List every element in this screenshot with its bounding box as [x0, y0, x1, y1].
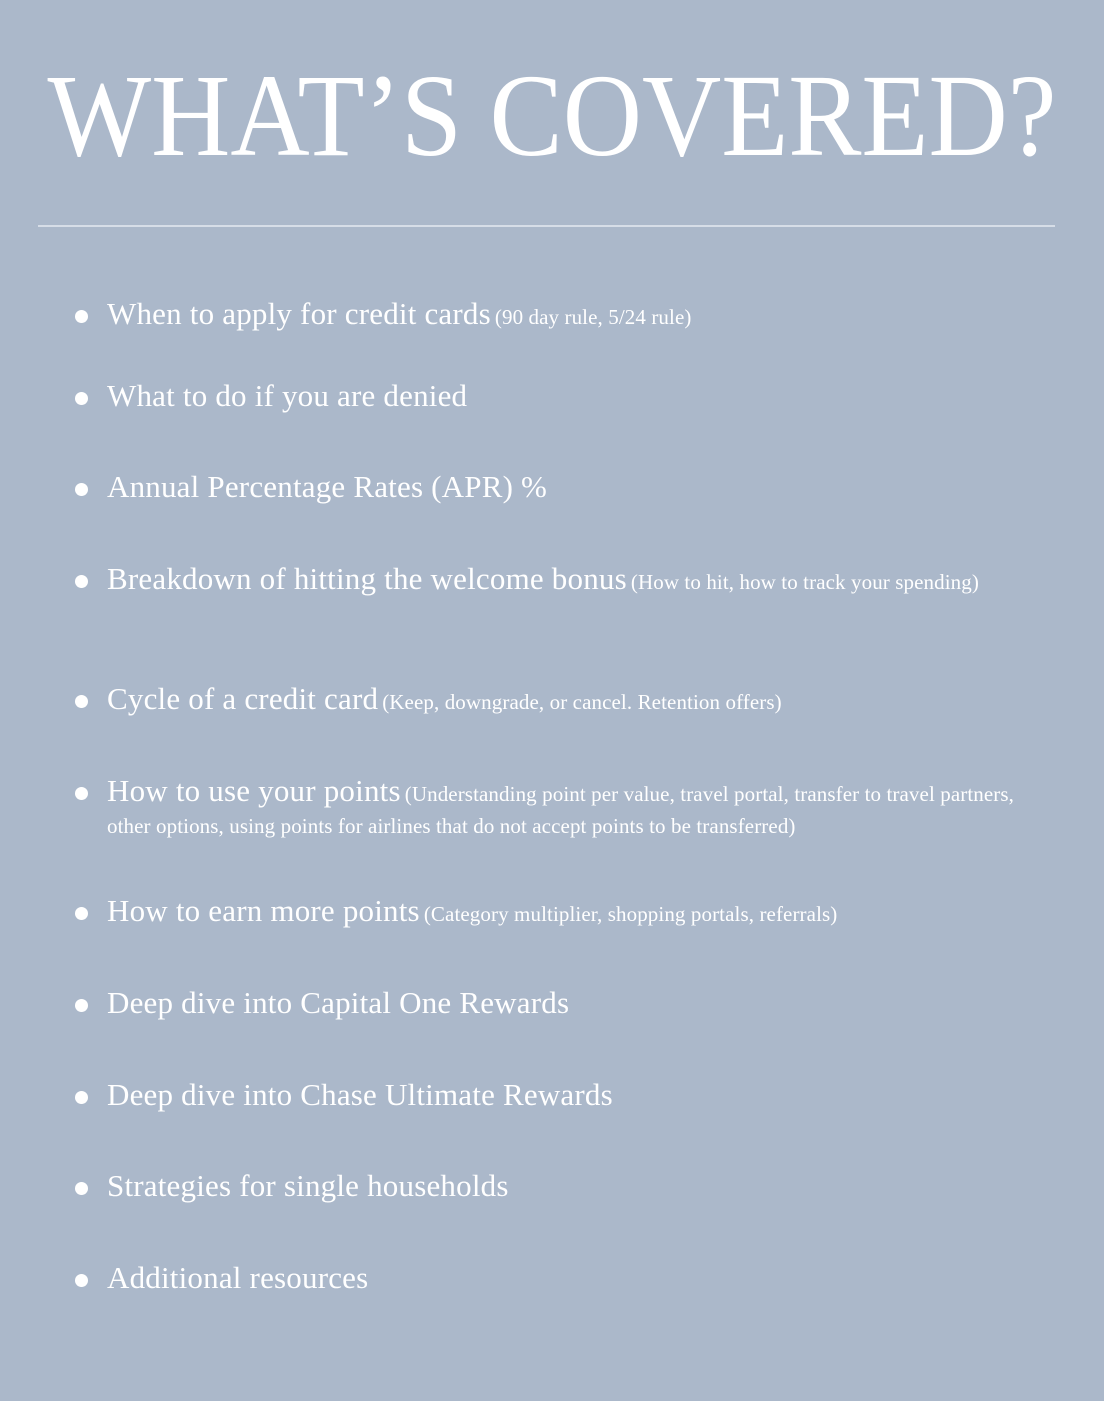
topic-text — [107, 895, 1062, 930]
topic-main: How to use your points — [107, 773, 401, 808]
bullet-icon — [75, 999, 88, 1012]
bullet-icon — [75, 483, 88, 496]
topic-text — [107, 1262, 1062, 1294]
list-item — [72, 1079, 1062, 1111]
topic-text — [107, 1170, 1062, 1202]
list-item — [72, 987, 1062, 1019]
topic-text — [107, 683, 1062, 718]
topic-main: Strategies for single households — [107, 1168, 509, 1203]
bullet-icon — [75, 907, 88, 920]
topic-main: What to do if you are denied — [107, 378, 468, 413]
list-item — [72, 563, 1062, 598]
topic-main: Breakdown of hitting the welcome bonus — [107, 561, 627, 596]
topic-main: When to apply for credit cards — [107, 296, 491, 331]
topic-detail: (Keep, downgrade, or cancel. Retention offers) — [382, 690, 782, 714]
topic-main: How to earn more points — [107, 893, 420, 928]
topic-text — [107, 987, 1062, 1019]
topic-main: Annual Percentage Rates (APR) % — [107, 469, 548, 504]
list-item — [72, 1262, 1062, 1294]
list-item — [72, 471, 1062, 503]
list-item — [72, 895, 1062, 930]
bullet-icon — [75, 787, 88, 800]
bullet-icon — [75, 392, 88, 405]
topic-text — [107, 563, 1007, 598]
topic-text — [107, 1079, 1062, 1111]
topic-detail: (Category multiplier, shopping portals, referrals) — [423, 902, 838, 926]
bullet-icon — [75, 310, 88, 323]
title-divider — [38, 225, 1055, 227]
topic-detail: (Understanding point per value, travel portal, transfer to travel partners, other options, using points for airlines that do not accept points to be transferred) — [107, 782, 1015, 838]
list-item — [72, 298, 1062, 333]
topic-detail: (How to hit, how to track your spending) — [630, 570, 979, 594]
list-item — [72, 380, 1062, 412]
topic-text — [107, 380, 1062, 412]
topic-detail: (90 day rule, 5/24 rule) — [494, 305, 692, 329]
list-item — [72, 1170, 1062, 1202]
bullet-icon — [75, 1274, 88, 1287]
page-title: WHAT’S COVERED? — [47, 50, 1057, 181]
topic-main: Deep dive into Capital One Rewards — [107, 985, 570, 1020]
topic-main: Additional resources — [107, 1260, 369, 1295]
topic-main: Cycle of a credit card — [107, 681, 379, 716]
topic-text — [107, 298, 1062, 333]
bullet-icon — [75, 1182, 88, 1195]
bullet-icon — [75, 1091, 88, 1104]
bullet-icon — [75, 695, 88, 708]
list-item — [72, 683, 1062, 718]
list-item — [72, 775, 1062, 842]
topic-main: Deep dive into Chase Ultimate Rewards — [107, 1077, 613, 1112]
bullet-icon — [75, 575, 88, 588]
topic-text — [107, 471, 1062, 503]
topic-text — [107, 775, 1062, 842]
